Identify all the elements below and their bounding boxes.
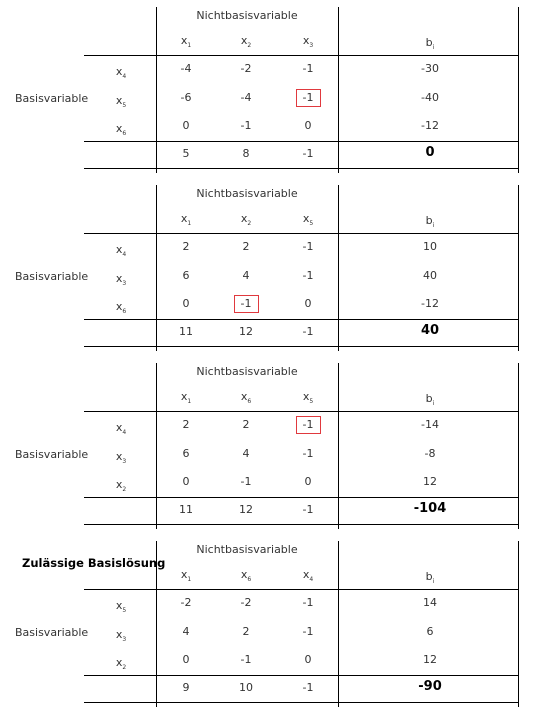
- row-var-2-subscript: 3: [122, 458, 127, 465]
- cell-r3-b: 12: [423, 475, 437, 488]
- column-b-subscript: i: [432, 400, 435, 407]
- tableau-2: [0, 178, 545, 358]
- vertical-divider-right: [518, 541, 519, 707]
- cell-r3-c1: 0: [182, 297, 190, 310]
- column-var-2: [241, 35, 251, 49]
- column-var-3-subscript: 5: [309, 220, 314, 227]
- cell-r1-b: 14: [423, 596, 437, 609]
- vertical-divider-left: [156, 7, 157, 173]
- row-var-1: [116, 244, 126, 258]
- vertical-divider-right: [518, 185, 519, 351]
- cell-r3-c3: 0: [304, 653, 312, 666]
- cell-r2-c2: 2: [242, 625, 250, 638]
- vertical-divider-left: [156, 185, 157, 351]
- column-var-2-base: x: [240, 568, 248, 581]
- column-var-3-subscript: 3: [309, 42, 314, 49]
- side-label-basisvariable: Basisvariable: [15, 626, 89, 639]
- column-var-1-base: x: [180, 212, 188, 225]
- cell-r1-c3: -1: [302, 596, 314, 609]
- cell-r1-c1: -2: [180, 596, 192, 609]
- pivot-element-highlight: [234, 295, 259, 313]
- cell-r3-b: 12: [423, 653, 437, 666]
- column-var-1-subscript: 1: [187, 220, 192, 227]
- cell-r1-c1: 2: [182, 418, 190, 431]
- cell-r3-c2: -1: [240, 475, 252, 488]
- column-var-3-base: x: [302, 390, 310, 403]
- row-var-1-base: x: [115, 65, 123, 78]
- cell-r1-c2: 2: [242, 240, 250, 253]
- cell-r1-c2: 2: [242, 418, 250, 431]
- header-rule: [84, 55, 518, 56]
- objective-rule: [84, 675, 518, 676]
- column-b-base: b: [425, 36, 433, 49]
- row-var-2-base: x: [115, 94, 123, 107]
- vertical-divider-left: [156, 363, 157, 529]
- cell-r3-c1: 0: [182, 475, 190, 488]
- side-label-basisvariable: Basisvariable: [15, 92, 89, 105]
- column-var-2: [241, 213, 251, 227]
- row-var-3: [116, 301, 126, 315]
- row-var-3: [116, 123, 126, 137]
- row-var-3-base: x: [115, 478, 123, 491]
- cell-r1-c3: -1: [302, 418, 314, 431]
- header-nichtbasisvariable: Nichtbasisvariable: [196, 543, 298, 556]
- objective-c1: 9: [182, 681, 190, 694]
- bottom-rule: [84, 346, 518, 347]
- column-b: [426, 37, 435, 51]
- cell-r2-c3: -1: [302, 91, 314, 104]
- column-var-1: [181, 35, 191, 49]
- column-b-subscript: i: [432, 578, 435, 585]
- cell-r2-c2: -4: [240, 91, 252, 104]
- column-b: [426, 571, 435, 585]
- column-b-subscript: i: [432, 222, 435, 229]
- column-var-1: [181, 391, 191, 405]
- header-rule: [84, 589, 518, 590]
- cell-r2-c2: 4: [242, 447, 250, 460]
- objective-b: -104: [413, 501, 447, 516]
- row-var-3-base: x: [115, 122, 123, 135]
- cell-r2-c2: 4: [242, 269, 250, 282]
- column-var-1: [181, 213, 191, 227]
- objective-rule: [84, 497, 518, 498]
- objective-c3: -1: [302, 325, 314, 338]
- row-var-1-base: x: [115, 599, 123, 612]
- cell-r2-c3: -1: [302, 625, 314, 638]
- side-label-basisvariable: Basisvariable: [15, 448, 89, 461]
- column-b-subscript: i: [432, 44, 435, 51]
- column-var-1-subscript: 1: [187, 576, 192, 583]
- column-b-base: b: [425, 392, 433, 405]
- column-var-3: [303, 213, 313, 227]
- cell-r2-c1: 6: [182, 269, 190, 282]
- column-var-3: [303, 35, 313, 49]
- objective-c1: 11: [179, 325, 193, 338]
- vertical-divider-middle: [338, 7, 339, 173]
- row-var-2-base: x: [115, 450, 123, 463]
- row-var-1: [116, 66, 126, 80]
- bottom-rule: [84, 168, 518, 169]
- column-var-2-base: x: [240, 34, 248, 47]
- column-var-2-base: x: [240, 212, 248, 225]
- cell-r1-b: -14: [421, 418, 439, 431]
- row-var-2: [116, 95, 126, 109]
- cell-r1-b: 10: [423, 240, 437, 253]
- row-var-3: [116, 657, 126, 671]
- objective-rule: [84, 141, 518, 142]
- column-var-2-subscript: 2: [247, 42, 252, 49]
- column-var-2-base: x: [240, 390, 248, 403]
- column-var-1-subscript: 1: [187, 398, 192, 405]
- cell-r3-c3: 0: [304, 119, 312, 132]
- cell-r1-c2: -2: [240, 62, 252, 75]
- row-var-2-subscript: 3: [122, 280, 127, 287]
- column-var-2: [241, 569, 251, 583]
- pivot-element-highlight: [296, 416, 321, 434]
- column-var-3: [303, 569, 313, 583]
- row-var-2: [116, 629, 126, 643]
- cell-r3-c2: -1: [240, 653, 252, 666]
- column-b: [426, 215, 435, 229]
- cell-r2-b: -40: [421, 91, 439, 104]
- objective-c2: 12: [239, 325, 253, 338]
- objective-c3: -1: [302, 681, 314, 694]
- pivot-element-highlight: [296, 89, 321, 107]
- objective-b: 0: [425, 145, 435, 160]
- column-var-2: [241, 391, 251, 405]
- row-var-1-base: x: [115, 243, 123, 256]
- cell-r1-c1: -4: [180, 62, 192, 75]
- row-var-1-subscript: 4: [122, 73, 127, 80]
- column-var-3-subscript: 4: [309, 576, 314, 583]
- row-var-2-base: x: [115, 628, 123, 641]
- objective-b: 40: [420, 323, 440, 338]
- column-var-3-base: x: [302, 34, 310, 47]
- tableau-4: [0, 534, 545, 714]
- row-var-2: [116, 273, 126, 287]
- column-var-1-subscript: 1: [187, 42, 192, 49]
- objective-c1: 11: [179, 503, 193, 516]
- objective-rule: [84, 319, 518, 320]
- vertical-divider-middle: [338, 541, 339, 707]
- column-b-base: b: [425, 570, 433, 583]
- cell-r2-c3: -1: [302, 269, 314, 282]
- vertical-divider-middle: [338, 185, 339, 351]
- row-var-2-base: x: [115, 272, 123, 285]
- cell-r2-c1: -6: [180, 91, 192, 104]
- bottom-rule: [84, 524, 518, 525]
- objective-c3: -1: [302, 503, 314, 516]
- cell-r2-b: 40: [423, 269, 437, 282]
- row-var-2-subscript: 3: [122, 636, 127, 643]
- column-var-2-subscript: 2: [247, 220, 252, 227]
- cell-r3-c2: -1: [240, 119, 252, 132]
- objective-c1: 5: [182, 147, 190, 160]
- row-var-1-subscript: 5: [122, 607, 127, 614]
- bottom-rule: [84, 702, 518, 703]
- objective-b: -90: [418, 679, 442, 694]
- column-b: [426, 393, 435, 407]
- row-var-2-subscript: 5: [122, 102, 127, 109]
- cell-r2-c1: 4: [182, 625, 190, 638]
- header-rule: [84, 233, 518, 234]
- objective-c2: 10: [239, 681, 253, 694]
- row-var-3-subscript: 2: [122, 486, 127, 493]
- column-var-3-base: x: [302, 568, 310, 581]
- row-var-1-subscript: 4: [122, 251, 127, 258]
- column-var-3-subscript: 5: [309, 398, 314, 405]
- column-var-1-base: x: [180, 390, 188, 403]
- row-var-1-subscript: 4: [122, 429, 127, 436]
- tableau-title: Zulässige Basislösung: [22, 556, 166, 570]
- cell-r1-c2: -2: [240, 596, 252, 609]
- cell-r3-b: -12: [421, 119, 439, 132]
- cell-r3-c1: 0: [182, 653, 190, 666]
- cell-r1-c3: -1: [302, 240, 314, 253]
- side-label-basisvariable: Basisvariable: [15, 270, 89, 283]
- cell-r2-b: -8: [424, 447, 436, 460]
- column-var-1-base: x: [180, 568, 188, 581]
- row-var-1-base: x: [115, 421, 123, 434]
- vertical-divider-right: [518, 7, 519, 173]
- objective-c3: -1: [302, 147, 314, 160]
- cell-r1-c1: 2: [182, 240, 190, 253]
- row-var-3-subscript: 2: [122, 664, 127, 671]
- row-var-3-base: x: [115, 300, 123, 313]
- cell-r1-c3: -1: [302, 62, 314, 75]
- column-var-1: [181, 569, 191, 583]
- cell-r1-b: -30: [421, 62, 439, 75]
- row-var-3-subscript: 6: [122, 308, 127, 315]
- row-var-2: [116, 451, 126, 465]
- cell-r2-c1: 6: [182, 447, 190, 460]
- tableau-3: [0, 356, 545, 536]
- vertical-divider-right: [518, 363, 519, 529]
- column-var-3: [303, 391, 313, 405]
- cell-r3-c3: 0: [304, 475, 312, 488]
- cell-r3-c2: -1: [240, 297, 252, 310]
- column-b-base: b: [425, 214, 433, 227]
- column-var-3-base: x: [302, 212, 310, 225]
- vertical-divider-middle: [338, 363, 339, 529]
- cell-r3-b: -12: [421, 297, 439, 310]
- cell-r2-c3: -1: [302, 447, 314, 460]
- cell-r3-c1: 0: [182, 119, 190, 132]
- column-var-1-base: x: [180, 34, 188, 47]
- row-var-3-subscript: 6: [122, 130, 127, 137]
- cell-r2-b: 6: [426, 625, 434, 638]
- header-nichtbasisvariable: Nichtbasisvariable: [196, 187, 298, 200]
- column-var-2-subscript: 6: [247, 576, 252, 583]
- row-var-3: [116, 479, 126, 493]
- row-var-3-base: x: [115, 656, 123, 669]
- objective-c2: 8: [242, 147, 250, 160]
- column-var-2-subscript: 6: [247, 398, 252, 405]
- row-var-1: [116, 422, 126, 436]
- header-nichtbasisvariable: Nichtbasisvariable: [196, 365, 298, 378]
- header-rule: [84, 411, 518, 412]
- objective-c2: 12: [239, 503, 253, 516]
- tableau-1: [0, 0, 545, 180]
- cell-r3-c3: 0: [304, 297, 312, 310]
- row-var-1: [116, 600, 126, 614]
- header-nichtbasisvariable: Nichtbasisvariable: [196, 9, 298, 22]
